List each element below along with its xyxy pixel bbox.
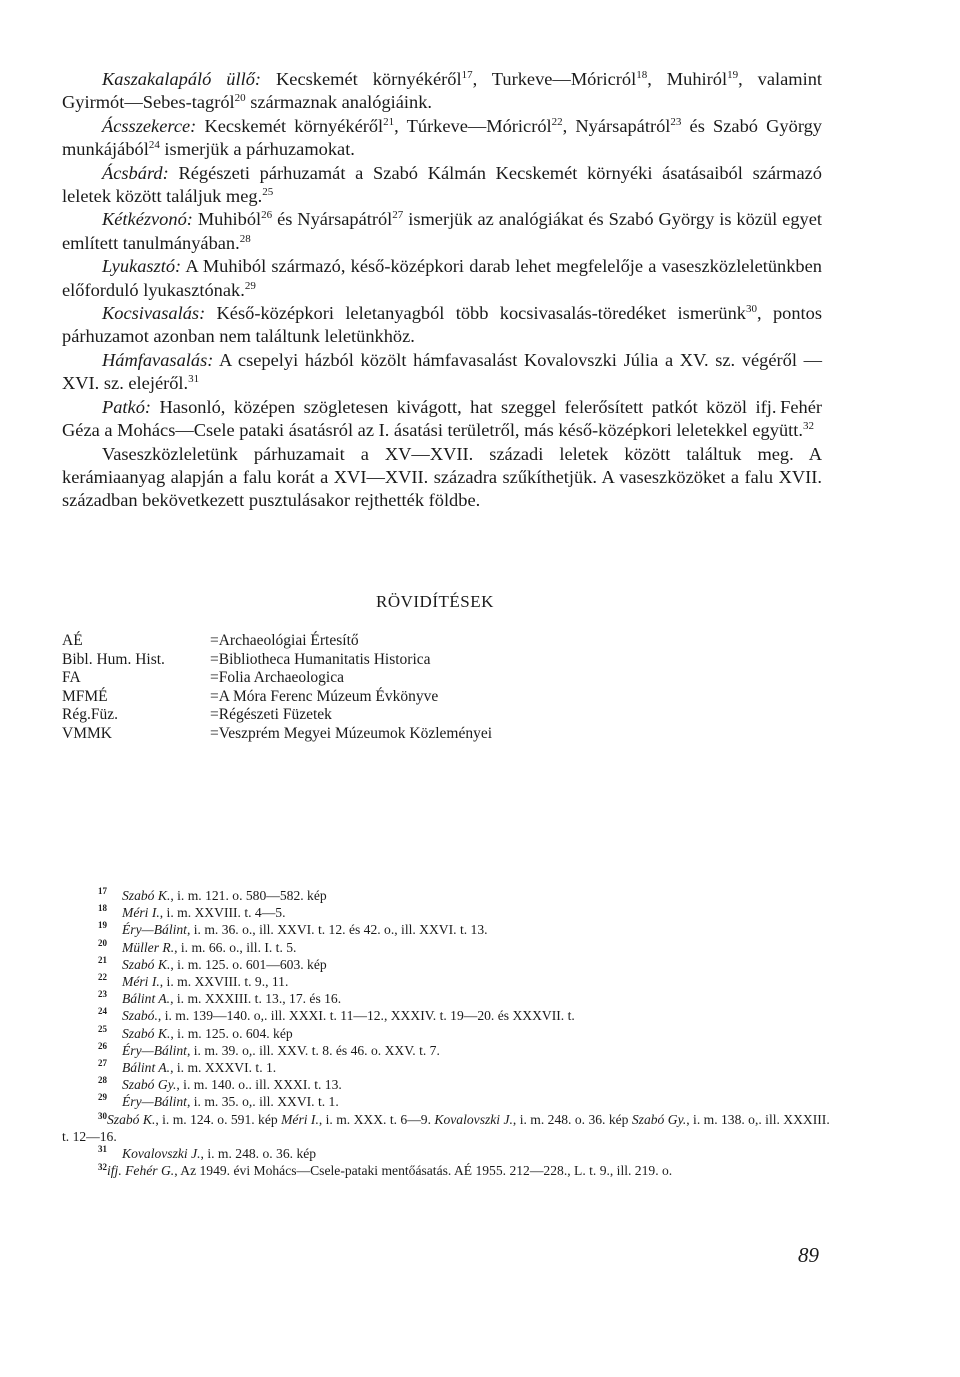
footnote: 27 Bálint A., i. m. XXXVI. t. 1.	[98, 1058, 277, 1076]
footnote: $^{32}$ifj. Fehér G., Az 1949. évi Mohács—Csele-pataki mentőásatás. AÉ 1955. 212—228., L. t. 9., ill. 219. o.	[98, 1162, 673, 1179]
paragraph: Vaseszközleletünk párhuzamait a XV—XVII. századi leletek között találtuk meg. A kerámiaanyag alapján a falu korát a XVI—XVII. századra szűkíthetjük. A vaseszközöket a falu XVII. században bekövetkezett pusztulásakor rejthették földbe.	[62, 443, 822, 511]
footnote: 22 Méri I., i. m. XXVIII. t. 9., 11.	[98, 972, 289, 990]
abbreviation-row	[62, 651, 492, 670]
abbreviation-key: Bibl. Hum. Hist.	[62, 650, 165, 668]
abbreviation-row	[62, 632, 492, 651]
paragraph: Kétkézvonó: Muhiból$^{26}$ és Nyársapátról$^{27}$ ismerjük az analógiákat és Szabó György is közül egyet említett tanulmányában.$^{28}$	[62, 209, 822, 253]
page-number: 89	[798, 1243, 819, 1267]
abbreviation-value: =A Móra Ferenc Múzeum Évkönyve	[210, 687, 439, 705]
paragraph: Ácsszekerce: Kecskemét környékéről$^{21}$, Túrkeve—Móricról$^{22}$, Nyársapátról$^{23}$ és Szabó György munkájából$^{24}$ ismerjük a párhuzamokat.	[62, 115, 822, 160]
paragraph: Kocsivasalás: Késő-középkori leletanyagból több kocsivasalás-töredéket ismerünk$^{30}$, pontos párhuzamot azonban nem találtunk leletünkhöz.	[62, 303, 822, 347]
footnote: 24 Szabó., i. m. 139—140. o,. ill. XXXI. t. 11—12., XXXIV. t. 19—20. és XXXVII. t.	[98, 1006, 575, 1024]
footnote: 31 Kovalovszki J., i. m. 248. o. 36. kép	[98, 1144, 317, 1162]
abbreviation-key: MFMÉ	[62, 687, 108, 705]
footnotes	[62, 887, 832, 1179]
footnote: 18 Méri I., i. m. XXVIII. t. 4—5.	[98, 903, 286, 921]
abbreviation-row	[62, 706, 492, 725]
abbreviations-list	[62, 632, 492, 743]
abbreviations-heading: RÖVIDÍTÉSEK	[376, 592, 494, 611]
abbreviation-value: =Veszprém Megyei Múzeumok Közleményei	[210, 724, 493, 742]
abbreviation-value: =Régészeti Füzetek	[210, 706, 332, 723]
footnote: 23 Bálint A., i. m. XXXIII. t. 13., 17. és 16.	[98, 989, 342, 1007]
footnote: 17 Szabó K., i. m. 121. o. 580—582. kép	[98, 886, 327, 903]
footnote: 20 Müller R., i. m. 66. o., ill. I. t. 5.	[98, 937, 297, 955]
abbreviation-row	[62, 688, 492, 707]
paragraph: Hámfavasalás: A csepelyi házból közölt hámfavasalást Kovalovszki Júlia a XV. sz. végéről — XVI. sz. elejéről.$^{31}$	[62, 349, 822, 394]
footnote: 28 Szabó Gy., i. m. 140. o.. ill. XXXI. t. 13.	[98, 1075, 342, 1093]
paragraph: Patkó: Hasonló, középen szögletesen kivágott, hat szeggel felerősített patkót közöl ifj. Fehér Géza a Mohács—Csele pataki ásatásról az I. ásatási területről, más késő-középkori leletekkel együtt.$^{32}$	[62, 396, 822, 441]
paragraph: Ácsbárd: Régészeti párhuzamát a Szabó Kálmán Kecskemét környéki ásatásaiból származó leletek között találjuk meg.$^{25}$	[62, 162, 822, 207]
paragraph: Lyukasztó: A Muhiból származó, késő-középkori darab lehet megfelelője a vaseszközleletünkben előforduló lyukasztónak.$^{29}$	[62, 256, 822, 300]
abbreviation-key: Rég.Füz.	[62, 706, 118, 723]
footnote: $^{30}$Szabó K., i. m. 124. o. 591. kép Méri I., i. m. XXX. t. 6—9. Kovalovszki J., i. m. 248. o. 36. kép Szabó Gy., i. m. 138. o,. ill. XXXIII. t. 12—16.	[62, 1110, 830, 1144]
abbreviation-row	[62, 725, 492, 744]
abbreviation-key: FA	[62, 669, 81, 686]
paragraph: Kaszakalapáló üllő: Kecskemét környékéről$^{17}$, Turkeve—Móricról$^{18}$, Muhiról$^{19}$, valamint Gyirmót—Sebes-tagról$^{20}$ származnak analógiáink.	[62, 69, 823, 113]
footnote: 25 Szabó K., i. m. 125. o. 604. kép	[98, 1023, 293, 1041]
abbreviation-key: AÉ	[62, 632, 83, 649]
footnote: 26 Éry—Bálint, i. m. 39. o,. ill. XXV. t. 8. és 46. o. XXV. t. 7.	[98, 1040, 440, 1058]
footnote: 19 Éry—Bálint, i. m. 36. o., ill. XXVI. t. 12. és 42. o., ill. XXVI. t. 13.	[98, 920, 488, 938]
footnote: 29 Éry—Bálint, i. m. 35. o,. ill. XXVI. t. 1.	[98, 1092, 339, 1110]
abbreviation-key: VMMK	[62, 724, 112, 742]
footnote: 21 Szabó K., i. m. 125. o. 601—603. kép	[98, 954, 327, 972]
abbreviation-value: =Folia Archaeologica	[210, 669, 344, 686]
abbreviation-row	[62, 669, 492, 688]
abbreviation-value: =Bibliotheca Humanitatis Historica	[210, 650, 431, 668]
body-text	[62, 68, 822, 513]
abbreviation-value: =Archaeológiai Értesítő	[210, 632, 359, 649]
